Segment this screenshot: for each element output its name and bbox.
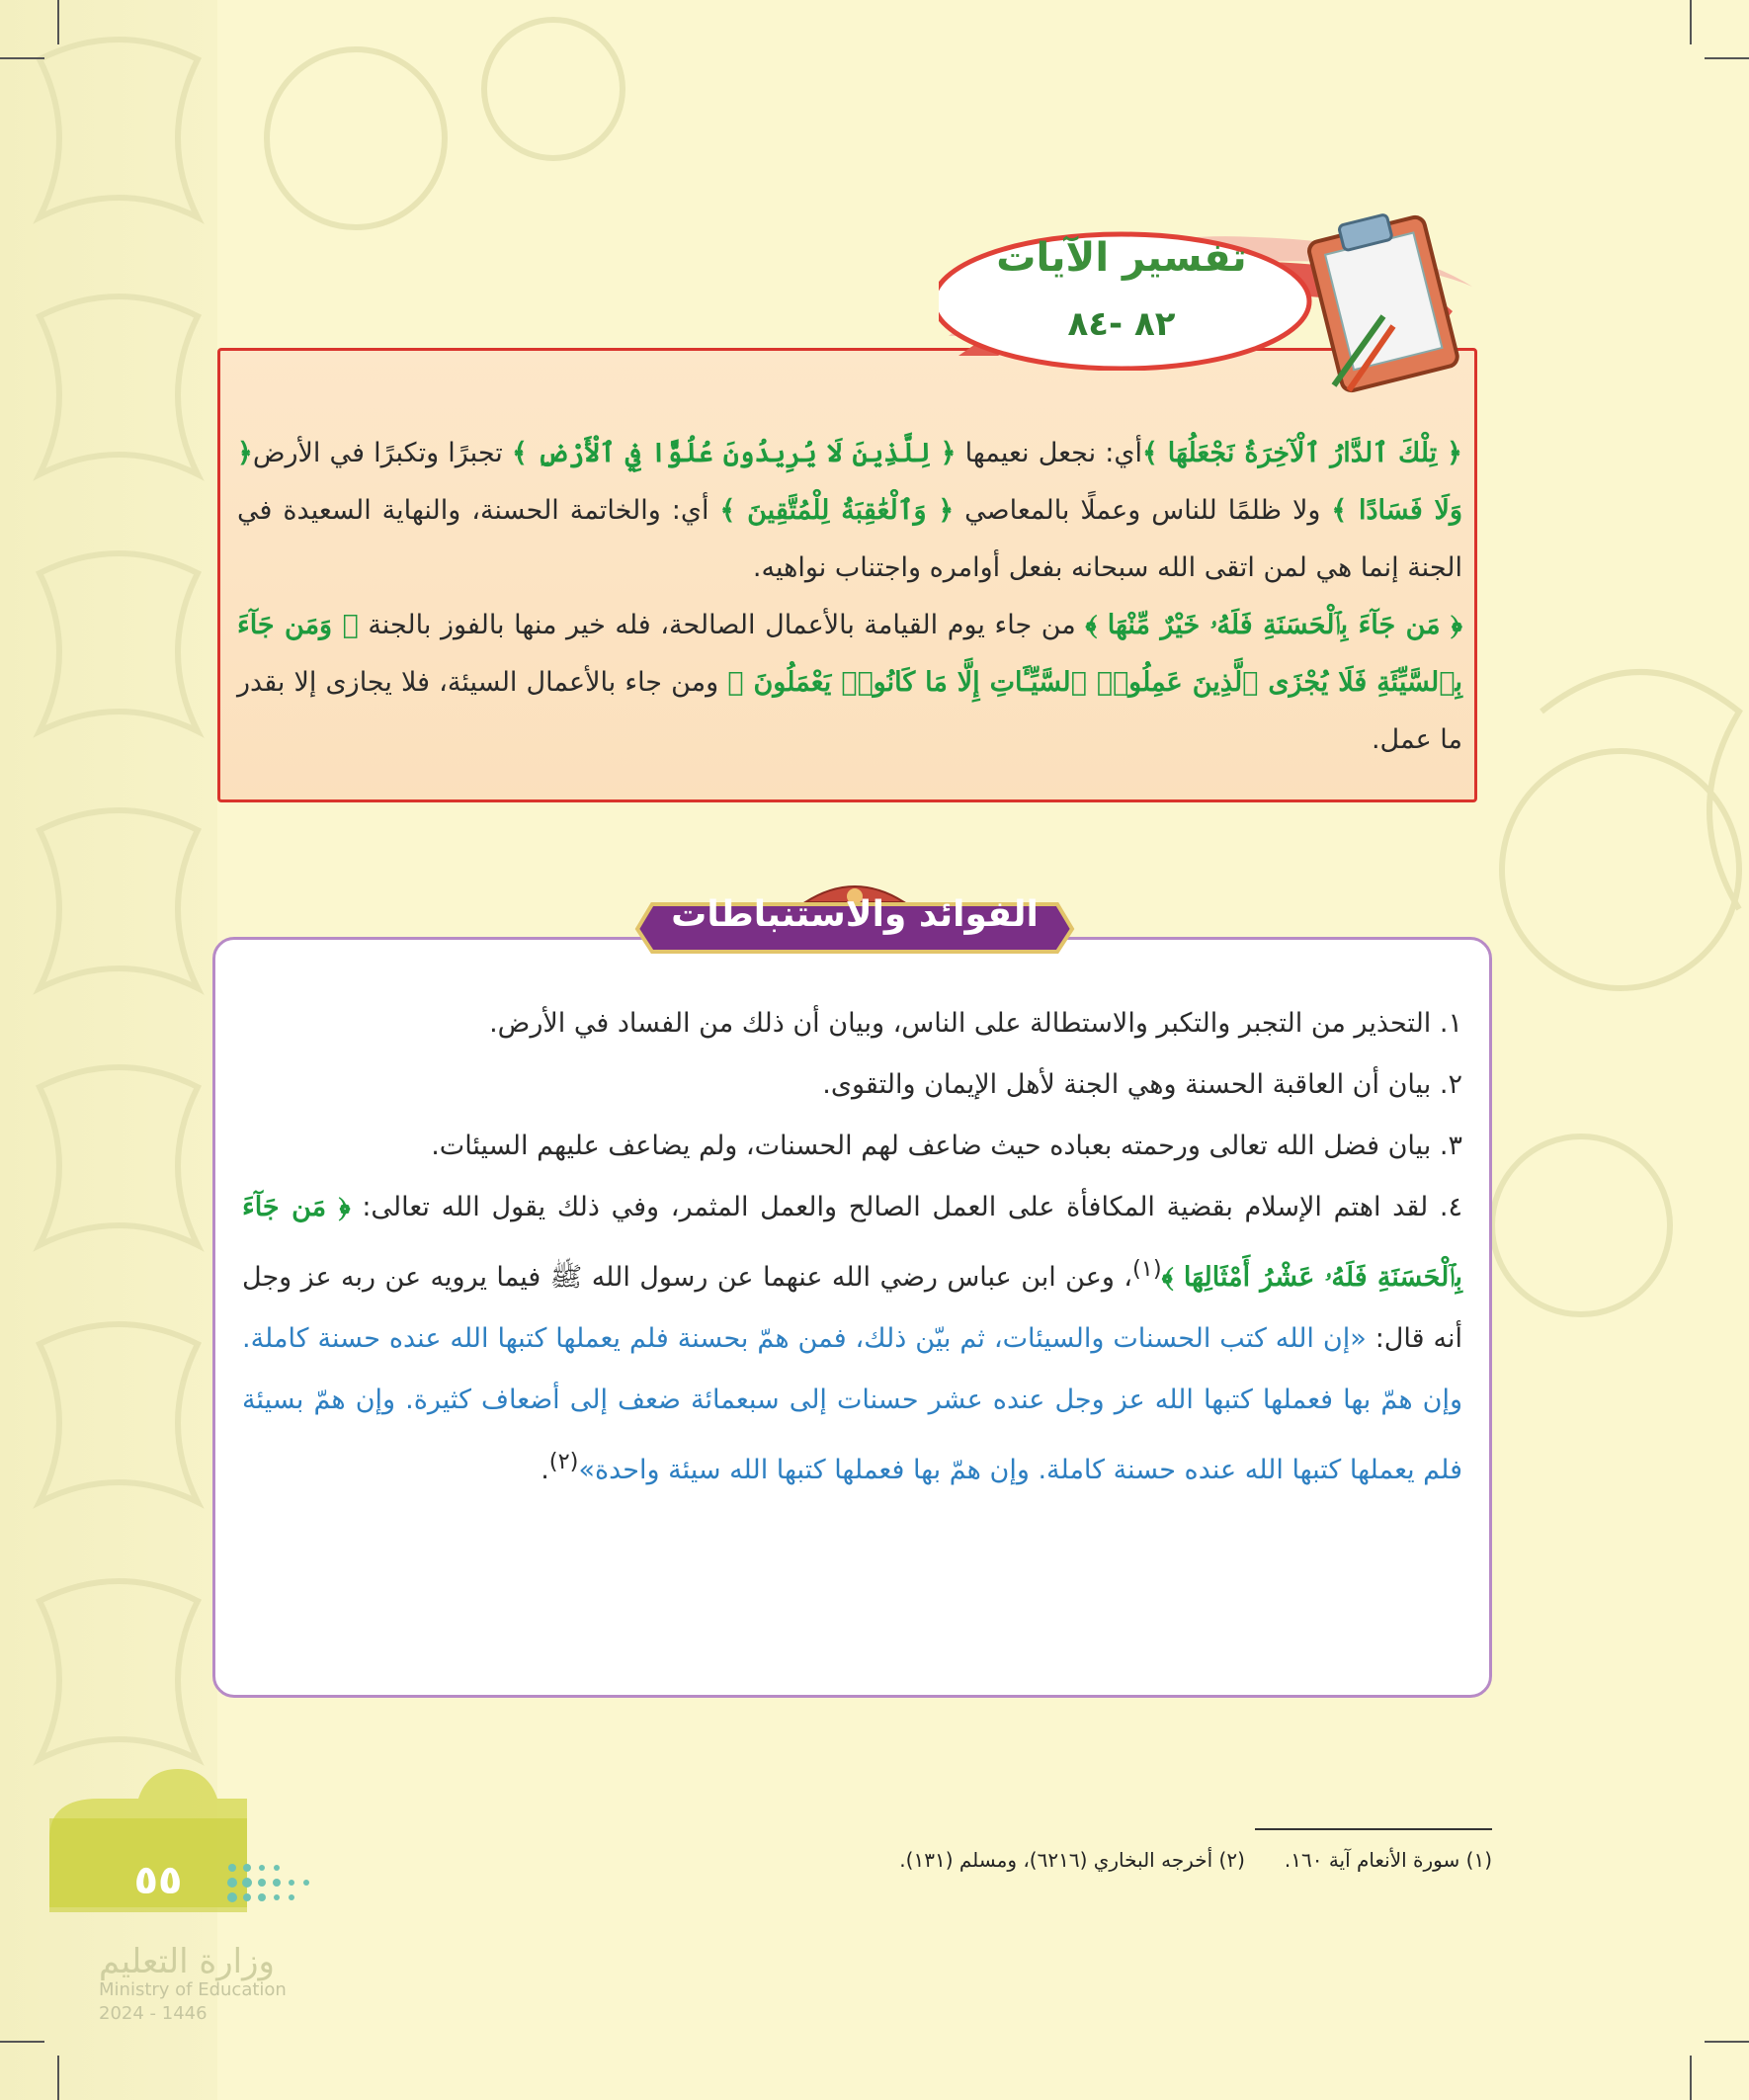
crop-mark: [57, 0, 59, 44]
ministry-year: 2024 - 1446: [99, 2003, 208, 2024]
tafsir-explanation: أي: نجعل نعيمها: [956, 438, 1142, 468]
benefit-item-4-text: ، وعن ابن عباس رضي الله عنهما عن رسول الله ﷺ فيما يرويه عن ربه عز وجل أنه قال:: [242, 1262, 1462, 1354]
tafsir-explanation: ومن جاء بالأعمال السيئة، فلا يجازى إلا بقدر ما عمل.: [237, 667, 1462, 755]
verse-quote: ﴿ وَلَا فَسَادًا ﴾: [237, 438, 1462, 526]
footnote-ref: (١): [1132, 1256, 1162, 1282]
benefit-item-4-end: .: [541, 1455, 549, 1485]
clipboard-icon: [1294, 188, 1492, 395]
hadith-quote: «إن الله كتب الحسنات والسيئات، ثم بيّن ذلك، فمن همّ بحسنة فلم يعملها كتبها الله عنده حسنة كاملة. وإن همّ بها فعملها كتبها الله عز وجل عنده عشر حسنات إلى سبعمائة ضعف إلى أضعاف كثيرة. وإن همّ بسيئة فلم يعملها كتبها الله عنده حسنة كاملة. وإن همّ بها فعملها كتبها الله سيئة واحدة»: [242, 1323, 1462, 1485]
crop-mark: [1705, 57, 1749, 59]
tafsir-verse-range: ٨٢ -٨٤: [1067, 304, 1176, 344]
benefit-item-4-intro: ٤. لقد اهتم الإسلام بقضية المكافأة على العمل الصالح والعمل المثمر، وفي ذلك يقول الله تعالى:: [362, 1192, 1462, 1222]
ministry-logo-arabic: وزارة التعليم: [99, 1942, 275, 1981]
crop-mark: [0, 57, 44, 59]
crop-mark: [0, 2041, 44, 2043]
verse-quote: ﴿ تِلْكَ ٱلدَّارُ ٱلْآخِرَةُ نَجْعَلُهَا ﴾: [1142, 438, 1462, 468]
ministry-logo-english: Ministry of Education: [99, 1979, 287, 2000]
verse-quote: ﴿ مَن جَآءَ بِٱلْحَسَنَةِ فَلَهُۥ عَشْرُ أَمْثَالِهَا ﴾: [242, 1192, 1462, 1293]
verse-quote: ﴿ لِلَّذِينَ لَا يُرِيدُونَ عُلُوًّا فِي ٱلْأَرْضِ ﴾: [511, 438, 957, 468]
footnote-ref: (٢): [548, 1449, 579, 1474]
verse-quote: ﴿ مَن جَآءَ بِٱلْحَسَنَةِ فَلَهُۥ خَيْرٌ مِّنْهَا ﴾: [1085, 610, 1463, 640]
verse-quote: ﴿ وَمَن جَآءَ بِٱلسَّيِّئَةِ فَلَا يُجْزَى ٱلَّذِينَ عَمِلُوا۟ ٱلسَّيِّـَٔاتِ إِلَّا مَا كَانُوا۟ يَعْمَلُونَ ﴾: [237, 610, 1462, 698]
tafsir-text: [237, 425, 1462, 769]
verse-quote: ﴿ وَٱلْعَٰقِبَةُ لِلْمُتَّقِينَ ﴾: [719, 495, 955, 526]
benefit-item-4: [242, 1177, 1462, 1501]
benefits-title: الفوائد والاستنباطات: [671, 894, 1039, 935]
benefits-list: [242, 993, 1462, 1501]
tafsir-explanation: ولا ظلمًا للناس وعملًا بالمعاصي: [954, 495, 1332, 526]
page-number: ٥٥: [133, 1858, 183, 1903]
benefit-item-1: ١. التحذير من التجبر والتكبر والاستطالة على الناس، وبيان أن ذلك من الفساد في الأرض.: [489, 1008, 1462, 1039]
tafsir-title: تفسير الآيات: [996, 235, 1247, 281]
crop-mark: [1690, 2056, 1692, 2100]
footnote-rule: [1255, 1828, 1492, 1830]
benefit-item-3: ٣. بيان فضل الله تعالى ورحمته بعباده حيث ضاعف لهم الحسنات، ولم يضاعف عليهم السيئات.: [431, 1131, 1462, 1161]
crop-mark: [1690, 0, 1692, 44]
crop-mark: [1705, 2041, 1749, 2043]
tafsir-explanation: أي: والخاتمة الحسنة، والنهاية السعيدة في الجنة إنما هي لمن اتقى الله سبحانه بفعل أوامره واجتناب نواهيه.: [237, 495, 1462, 583]
page-number-badge: [30, 1759, 356, 1947]
footnote-1: (١) سورة الأنعام آية ١٦٠.: [1284, 1848, 1492, 1872]
tafsir-explanation: تجبرًا وتكبرًا في الأرض: [252, 438, 512, 468]
tafsir-explanation: من جاء يوم القيامة بالأعمال الصالحة، فله خير منها بالفوز بالجنة: [358, 610, 1086, 640]
crop-mark: [57, 2056, 59, 2100]
footnotes: [692, 1848, 1492, 1872]
footnote-2: (٢) أخرجه البخاري (٦٢١٦)، ومسلم (١٣١).: [899, 1848, 1245, 1872]
benefit-item-2: ٢. بيان أن العاقبة الحسنة وهي الجنة لأهل الإيمان والتقوى.: [822, 1069, 1462, 1100]
